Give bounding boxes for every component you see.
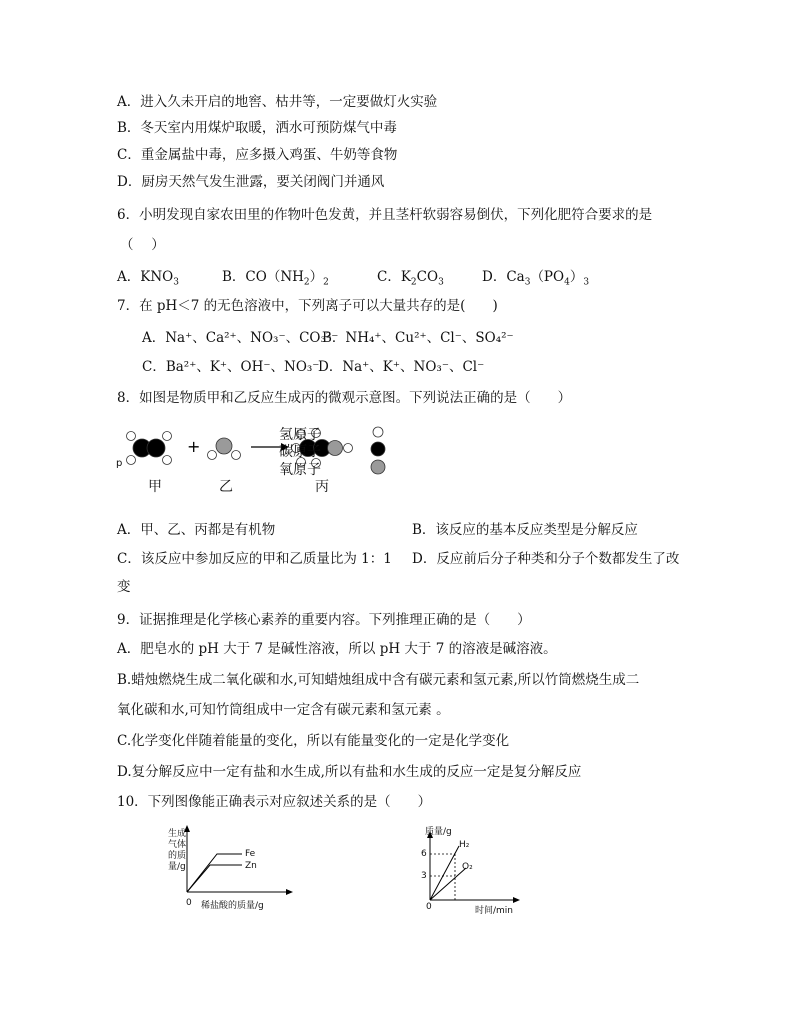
label-yi: 乙 bbox=[219, 479, 233, 495]
graph2-xlabel: 时间/min bbox=[475, 906, 514, 916]
q7-option-a: A．Na⁺、Ca²⁺、NO₃⁻、CO₃²⁻ bbox=[142, 330, 339, 346]
q6-option-a: A．$KNO_3$ bbox=[117, 269, 179, 288]
graph2-o2-line bbox=[430, 868, 466, 900]
graph2-axes bbox=[420, 830, 530, 910]
q9-option-a: A．肥皂水的 pH 大于 7 是碱性溶液，所以 pH 大于 7 的溶液是碱溶液。 bbox=[117, 641, 557, 657]
molecule-jia bbox=[127, 432, 172, 465]
graph1-xlabel: 稀盐酸的质量/g bbox=[201, 901, 264, 911]
q5-option-c: C．重金属盐中毒，应多摄入鸡蛋、牛奶等食物 bbox=[117, 147, 398, 163]
graph1-label-zn: Zn bbox=[245, 861, 257, 871]
label-bing: 丙 bbox=[315, 479, 329, 495]
q6-stem: 6．小明发现自家农田里的作物叶色发黄，并且茎杆软弱容易倒伏，下列化肥符合要求的是 bbox=[117, 207, 653, 223]
legend-oxygen: 氧原子 bbox=[279, 462, 321, 478]
q7-stem: 7．在 pH＜7 的无色溶液中，下列离子可以大量共存的是( ) bbox=[117, 298, 498, 314]
q7-option-d: D．Na⁺、K⁺、NO₃⁻、Cl⁻ bbox=[318, 359, 485, 375]
graph1-label-fe: Fe bbox=[245, 849, 256, 859]
q5-option-d: D．厨房天然气发生泄露，要关闭阀门并通风 bbox=[117, 174, 385, 190]
graph1-zn-line bbox=[187, 865, 242, 892]
legend-markers bbox=[371, 427, 385, 474]
label-jia: 甲 bbox=[148, 479, 162, 495]
graph2-ylabel: 质量/g bbox=[425, 827, 452, 837]
legend-hydrogen: 氢原子 bbox=[279, 427, 321, 443]
q6-option-b: B．$CO(NH_2)_2$ bbox=[222, 269, 329, 288]
q9-option-b-line1: B.蜡烛燃烧生成二氧化碳和水,可知蜡烛组成中含有碳元素和氢元素,所以竹筒燃烧生成二 bbox=[117, 672, 640, 688]
q6-option-d: D．$Ca_3(PO_4)_3$ bbox=[482, 269, 590, 288]
graph2-tick-6: 6 bbox=[421, 849, 427, 859]
graph2-label-o2: O₂ bbox=[462, 862, 473, 872]
q8-option-d-continued: 变 bbox=[117, 579, 131, 595]
graph1-ylabel: 生成 气体 的质 量/g bbox=[168, 829, 187, 872]
q8-option-d: D．反应前后分子种类和分子个数都发生了改 bbox=[412, 551, 680, 567]
q8-option-c: C．该反应中参加反应的甲和乙质量比为 1：1 bbox=[117, 551, 392, 567]
q8-option-a: A．甲、乙、丙都是有机物 bbox=[117, 522, 276, 538]
diagram-p-mark: p bbox=[116, 458, 123, 469]
graph1-fe-line bbox=[187, 854, 242, 892]
q5-option-a: A．进入久未开启的地窖、枯井等，一定要做灯火实验 bbox=[117, 94, 438, 110]
graph2-origin: 0 bbox=[426, 902, 432, 912]
legend-carbon: 碳原子 bbox=[279, 444, 321, 460]
graph2-tick-3: 3 bbox=[421, 871, 427, 881]
q9-option-d: D.复分解反应中一定有盐和水生成,所以有盐和水生成的反应一定是复分解反应 bbox=[117, 764, 582, 780]
q6-bracket: （ ） bbox=[120, 237, 165, 253]
q7-option-c: C．Ba²⁺、K⁺、OH⁻、NO₃⁻ bbox=[142, 359, 320, 375]
q9-stem: 9．证据推理是化学核心素养的重要内容。下列推理正确的是（ ） bbox=[117, 612, 531, 628]
q5-option-b: B．冬天室内用煤炉取暖，洒水可预防煤气中毒 bbox=[117, 120, 397, 136]
q8-option-b: B．该反应的基本反应类型是分解反应 bbox=[412, 522, 638, 538]
q9-option-b-line2: 氧化碳和水,可知竹筒组成中一定含有碳元素和氢元素 。 bbox=[117, 702, 450, 718]
graph1-origin: 0 bbox=[186, 898, 192, 908]
graph2-label-h2: H₂ bbox=[459, 840, 470, 850]
q10-stem: 10．下列图像能正确表示对应叙述关系的是（ ） bbox=[117, 794, 432, 810]
q9-option-c: C.化学变化伴随着能量的变化，所以有能量变化的一定是化学变化 bbox=[117, 733, 510, 749]
q8-stem: 8．如图是物质甲和乙反应生成丙的微观示意图。下列说法正确的是（ ） bbox=[117, 390, 572, 406]
q6-option-c: C．$K_2CO_3$ bbox=[377, 269, 444, 288]
svg-text:+: + bbox=[187, 437, 201, 456]
q7-option-b: B．NH₄⁺、Cu²⁺、Cl⁻、SO₄²⁻ bbox=[322, 330, 514, 346]
molecule-yi bbox=[208, 438, 241, 460]
